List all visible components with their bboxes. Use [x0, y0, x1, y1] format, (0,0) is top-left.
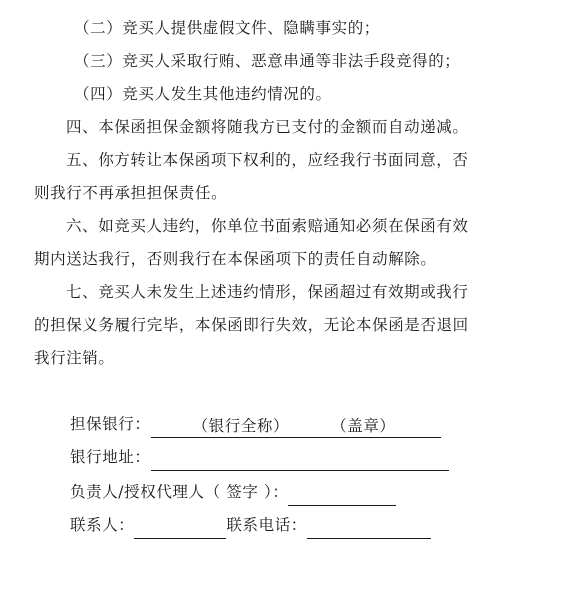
bank-address-row	[70, 443, 540, 471]
contact-phone-field	[307, 516, 431, 539]
responsible-person-row	[70, 478, 540, 506]
guarantee-letter-body	[34, 12, 539, 375]
responsible-person-label: 负责人/授权代理人（ 签字 ）：	[70, 483, 289, 501]
clause-5-line-2: 则我行不再承担担保责任。	[34, 184, 228, 202]
clause-5-line-1: 五、你方转让本保函项下权利的，应经我行书面同意，否	[66, 151, 469, 169]
bank-address-label: 银行地址：	[70, 448, 151, 466]
clause-item-4: （四）竞买人发生其他违约情况的。	[74, 85, 332, 103]
guarantor-bank-label: 担保银行：	[70, 415, 151, 433]
clause-4: 四、本保函担保金额将随我方已支付的金额而自动递减。	[66, 118, 469, 136]
guarantor-bank-field	[151, 415, 441, 438]
bank-address-field	[151, 448, 449, 471]
seal-hint: （盖章）	[331, 417, 396, 435]
bank-fullname-hint: （银行全称）	[192, 417, 290, 435]
contact-phone-label: 联系电话：	[226, 516, 307, 534]
guarantor-bank-row	[70, 410, 540, 438]
clause-6-line-1: 六、如竞买人违约，你单位书面索赔通知必须在保函有效	[66, 217, 469, 235]
clause-7-line-1: 七、竞买人未发生上述违约情形，保函超过有效期或我行	[66, 283, 469, 301]
clause-7-line-2: 的担保义务履行完毕，本保函即行失效，无论本保函是否退回	[34, 316, 469, 334]
clause-7-line-3: 我行注销。	[34, 349, 115, 367]
clause-item-3: （三）竞买人采取行贿、恶意串通等非法手段竞得的；	[74, 52, 461, 70]
responsible-person-field	[288, 483, 396, 506]
contact-row	[70, 511, 540, 539]
contact-label: 联系人：	[70, 516, 135, 534]
contact-field	[134, 516, 226, 539]
clause-item-2: （二）竞买人提供虚假文件、隐瞒事实的；	[74, 19, 380, 37]
clause-6-line-2: 期内送达我行，否则我行在本保函项下的责任自动解除。	[34, 250, 437, 268]
